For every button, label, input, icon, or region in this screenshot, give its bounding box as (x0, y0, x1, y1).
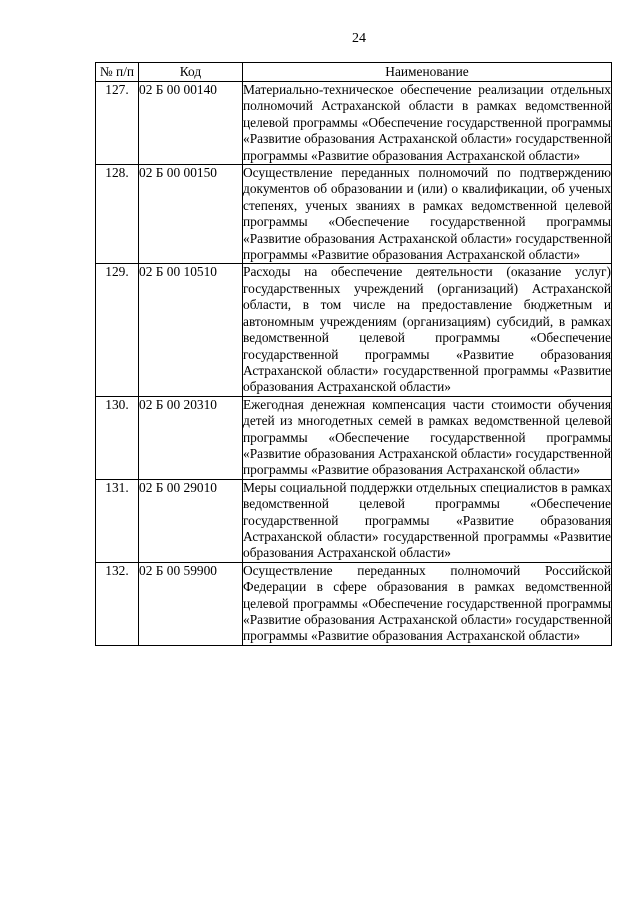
table-row (96, 562, 612, 645)
row-code: 02 Б 00 00150 (139, 165, 243, 264)
table-header (96, 63, 612, 82)
row-code: 02 Б 00 59900 (139, 562, 243, 645)
table-row (96, 82, 612, 165)
row-name: Осуществление переданных полномочий по подтверждению документов об образовании и (или) о квалификации, об ученых степенях, ученых званиях в рамках ведомственной целевой программы «Обеспечение государственной программы «Развитие образования Астраханской области» государственной программы «Развитие образования Астраханской области» (243, 165, 611, 263)
table-row (96, 165, 612, 264)
row-name: Меры социальной поддержки отдельных специалистов в рамках ведомственной целевой программы «Обеспечение государственной программы «Развитие образования Астраханской области» государственной программы «Развитие образования Астраханской области» (243, 479, 611, 561)
table-row (96, 479, 612, 562)
page-number: 24 (352, 31, 366, 46)
row-number: 130. (96, 396, 139, 479)
row-name: Материально-техническое обеспечение реализации отдельных полномочий Астраханской области в рамках ведомственной целевой программы «Обеспечение государственной программы «Развитие образования Астраханской области» государственной программы «Развитие образования Астраханской области» (243, 82, 611, 163)
row-name: Ежегодная денежная компенсация части стоимости обучения детей из многодетных семей в рамках ведомственной целевой программы «Обеспечение государственной программы «Развитие образования Астраханской области» государственной программы «Развитие образования Астраханской области» (243, 396, 611, 478)
table-row (96, 264, 612, 396)
budget-codes-table (95, 62, 612, 646)
row-number: 127. (96, 82, 139, 165)
header-code: Код (139, 63, 243, 82)
row-name: Осуществление переданных полномочий Российской Федерации в сфере образования в рамках ведомственной целевой программы «Обеспечение государственной программы «Развитие образования Астраханской области» государственной программы «Развитие образования Астраханской области» (243, 562, 611, 644)
row-number: 132. (96, 562, 139, 645)
row-code: 02 Б 00 10510 (139, 264, 243, 396)
row-code: 02 Б 00 20310 (139, 396, 243, 479)
header-name: Наименование (243, 63, 612, 82)
row-number: 128. (96, 165, 139, 264)
table-body (96, 82, 612, 646)
header-row (96, 63, 612, 82)
row-number: 129. (96, 264, 139, 396)
header-num: № п/п (96, 63, 139, 82)
row-number: 131. (96, 479, 139, 562)
row-code: 02 Б 00 29010 (139, 479, 243, 562)
table-row (96, 396, 612, 479)
row-code: 02 Б 00 00140 (139, 82, 243, 165)
row-name: Расходы на обеспечение деятельности (оказание услуг) государственных учреждений (организаций) Астраханской области, в том числе на предоставление бюджетным и автономным учреждениям (организациям) субсидий, в рамках ведомственной целевой программы «Обеспечение государственной программы «Развитие образования Астраханской области» государственной программы «Развитие образования Астраханской области» (243, 264, 611, 395)
